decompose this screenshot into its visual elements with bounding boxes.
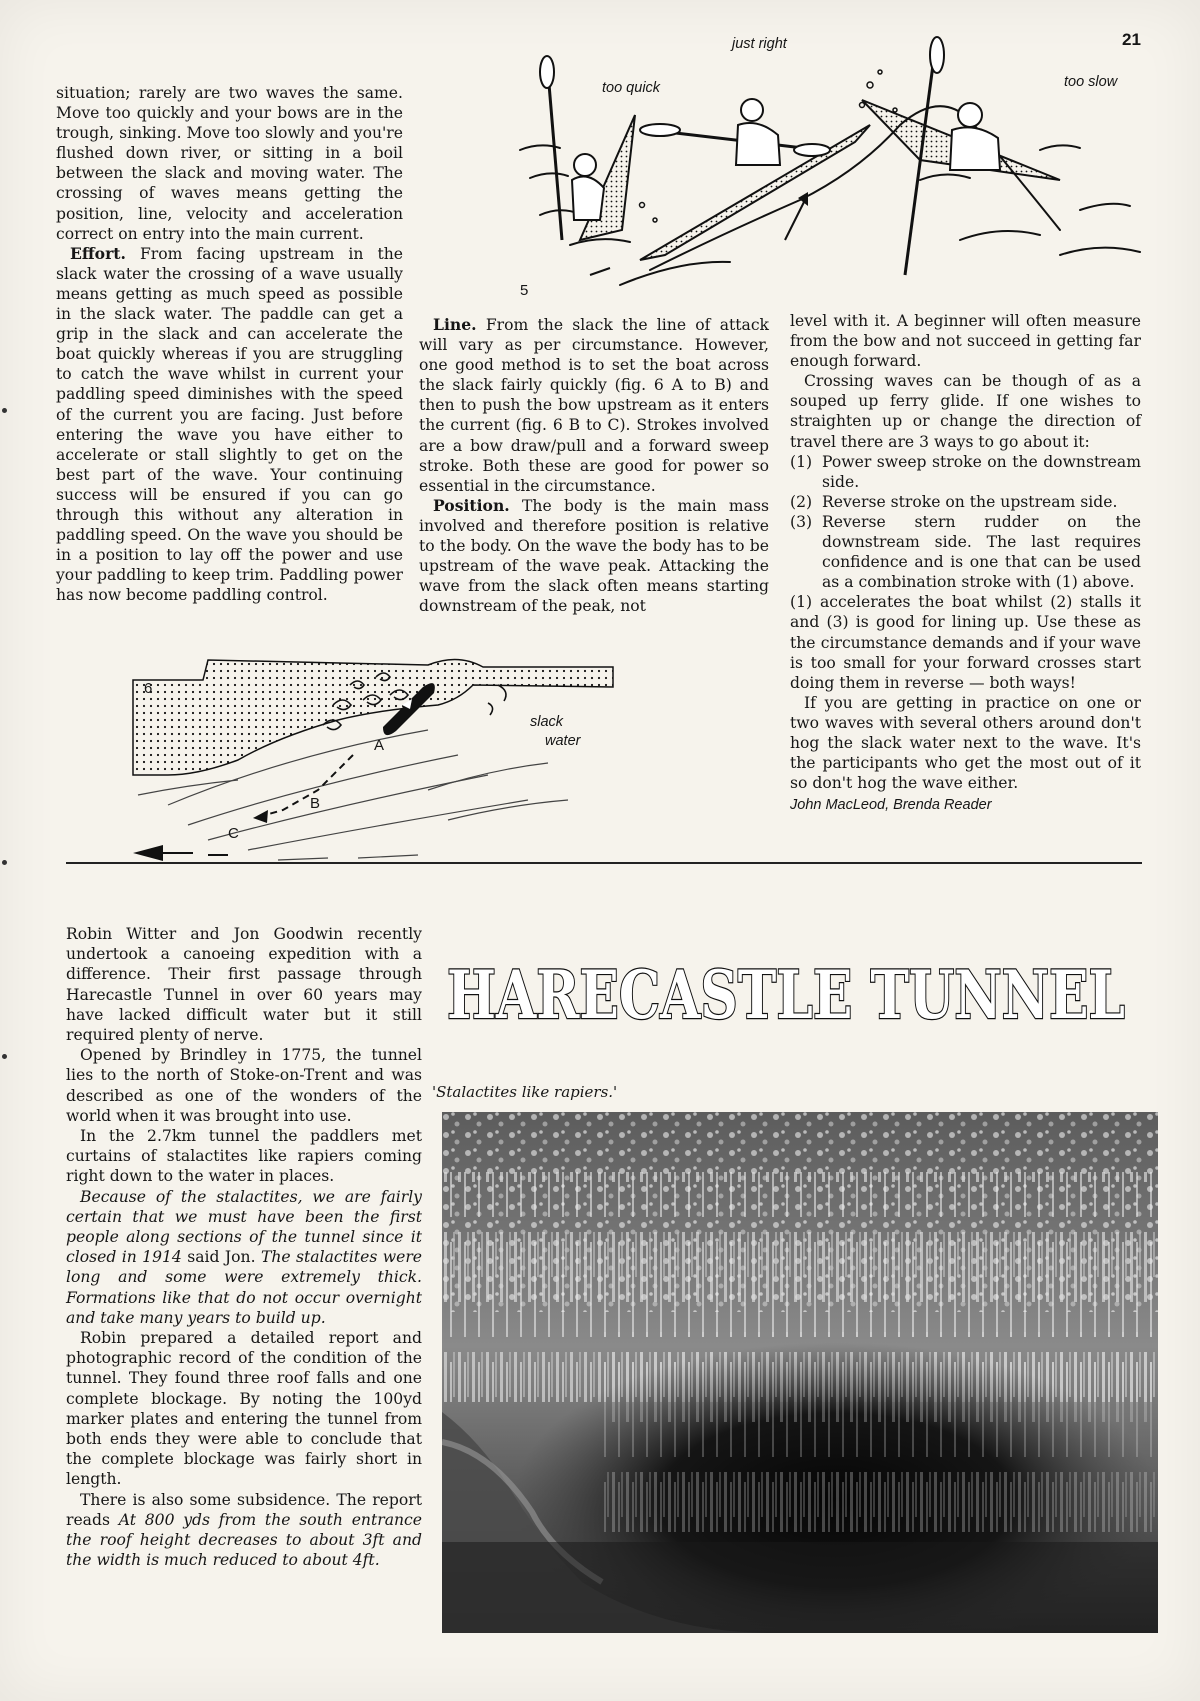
article-paragraph-4 (66, 1187, 422, 1328)
figure-6-diagram (128, 655, 618, 870)
list-item-3-number: (3) (790, 512, 813, 531)
headline-text: HARECASTLE TUNNEL (447, 960, 1125, 1030)
figure-5-label-too-slow: too slow (1064, 74, 1118, 90)
list-item-3-text: Reverse stern rudder on the downstream side. The last requires confidence and is one that can be used as a combination stroke with (1) above. (822, 512, 1141, 592)
line-paragraph (419, 315, 769, 496)
column-3-paragraph-4: If you are getting in practice on one or two waves with several others around don't hog the slack water next to the wave. It's the participants who get the most out of it so don't hog the wave either. (790, 693, 1141, 793)
figure-6-label-b: B (310, 795, 321, 812)
figure-5-number: 5 (520, 282, 529, 299)
line-text: From the slack the line of attack will vary as per circumstance. However, one good method is to set the boat across the slack fairly quickly (fig. 6 A to B) and then to push the bow upstream as it enters the current (fig. 6 B to C). Strokes involved are a bow draw/pull and a forward sweep stroke. Both these are good for power so essential in the circumstance. (419, 316, 769, 495)
figure-5-illustration (500, 30, 1150, 300)
line-heading: Line. (433, 315, 477, 334)
quote-attribution: said Jon. (181, 1248, 261, 1267)
column-3-paragraph-3: (1) accelerates the boat whilst (2) stalls it and (3) is good for lining up. Use these as the circumstance demands and if your wave is too small for your forward crosses start doing them in reverse — both ways! (790, 593, 1141, 692)
quote-part-2: The stalactites were long and some were extremely thick. Formations like that do not occur overnight and take many years to build up. (66, 1248, 423, 1327)
article-paragraph-3: In the 2.7km tunnel the paddlers met curtains of stalactites like rapiers coming right down to the water in places. (66, 1127, 422, 1186)
column-1-paragraph-2 (56, 244, 403, 606)
binding-mark (2, 1054, 7, 1059)
figure-6-label-c: C (228, 825, 239, 842)
figure-6-label-slack: slack (530, 714, 564, 730)
byline: John MacLeod, Brenda Reader (790, 797, 992, 814)
effort-text: From facing upstream in the slack water the crossing of a wave usually means getting as much speed as possible in the slack water. The paddle can get a grip in the slack and can accelerate the boat quickly whereas if you are struggling to catch the wave whilst in current your paddling speed diminishes with the speed of the current you are facing. Just before entering the wave you have either to accelerate or stall slightly to get on the best part of the wave. Your continuing success will be ensured if you can go through this without any alteration in paddling speed. On the wave you should be in a position to lay off the power and use your paddling to keep trim. Paddling power has now become paddling control. (56, 244, 403, 605)
effort-heading: Effort. (70, 243, 126, 263)
list-item-1 (790, 452, 1141, 492)
binding-mark (2, 408, 7, 413)
article-paragraph-2: Opened by Brindley in 1775, the tunnel lies to the north of Stoke-on-Trent and was described as one of the wonders of the world when it was brought into use. (66, 1046, 422, 1125)
list-item-2 (790, 492, 1141, 512)
figure-6-label-a: A (374, 737, 385, 754)
section-divider (66, 862, 1142, 864)
column-1 (56, 83, 403, 605)
column-1-paragraph-1: situation; rarely are two waves the same. Move too quickly and your bows are in the trough, sinking. Move too slowly and you're flushed down river, or sitting in a boil between the slack and moving water. The crossing of waves means getting the position, line, velocity and acceleration correct on entry into the main current. (56, 84, 403, 243)
figure-6-label-water: water (545, 733, 581, 749)
stalactites-photo (442, 1112, 1158, 1633)
figure-6-number: 6 (144, 680, 153, 697)
binding-mark (2, 860, 7, 865)
position-heading: Position. (433, 495, 510, 515)
article-paragraph-5: Robin prepared a detailed report and photographic record of the condition of the tunnel. They found three roof falls and one complete blockage. By noting the 100yd marker plates and entering the tunnel from both ends they were able to conclude that the complete blockage was fairly short in length. (66, 1329, 422, 1489)
article-paragraph-6 (66, 1490, 422, 1571)
position-paragraph (419, 496, 769, 617)
figure-5-label-just-right: just right (732, 36, 787, 52)
list-item-2-number: (2) (790, 492, 813, 511)
article-column (66, 924, 422, 1571)
column-2 (419, 315, 769, 616)
column-3-paragraph-1: level with it. A beginner will often measure from the bow and not succeed in getting far enough forward. (790, 312, 1141, 371)
article-paragraph-6-lead: There is also some subsidence. The report reads (66, 1490, 422, 1529)
list-item-1-number: (1) (790, 452, 813, 471)
column-3-paragraph-2: Crossing waves can be though of as a souped up ferry glide. If one wishes to straighten up or change the direction of travel there are 3 ways to go about it: (790, 372, 1141, 451)
photo-caption: 'Stalactites like rapiers.' (432, 1083, 618, 1101)
quote-part-1: Because of the stalactites, we are fairly certain that we must have been the first people along sections of the tunnel since it closed in 1914 (66, 1187, 422, 1267)
list-item-1-text: Power sweep stroke on the downstream side. (822, 452, 1141, 491)
figure-5-label-too-quick: too quick (602, 80, 661, 96)
headline (447, 960, 1127, 1030)
report-quote: At 800 yds from the south entrance the roof height decreases to about 3ft and the width is much reduced to about 4ft. (66, 1510, 423, 1570)
column-3 (790, 311, 1141, 815)
page-number: 21 (1122, 30, 1141, 49)
list-item-2-text: Reverse stroke on the upstream side. (822, 492, 1118, 511)
article-paragraph-1: Robin Witter and Jon Goodwin recently undertook a canoeing expedition with a difference. Their first passage through Harecastle Tunnel in over 60 years may have lacked difficult water but it still required plenty of nerve. (66, 925, 422, 1045)
position-text: The body is the main mass involved and therefore position is relative to the body. On the wave the body has to be upstream of the wave peak. Attacking the wave from the slack often means starting downstream of the peak, not (419, 496, 769, 616)
list-item-3 (790, 512, 1141, 592)
